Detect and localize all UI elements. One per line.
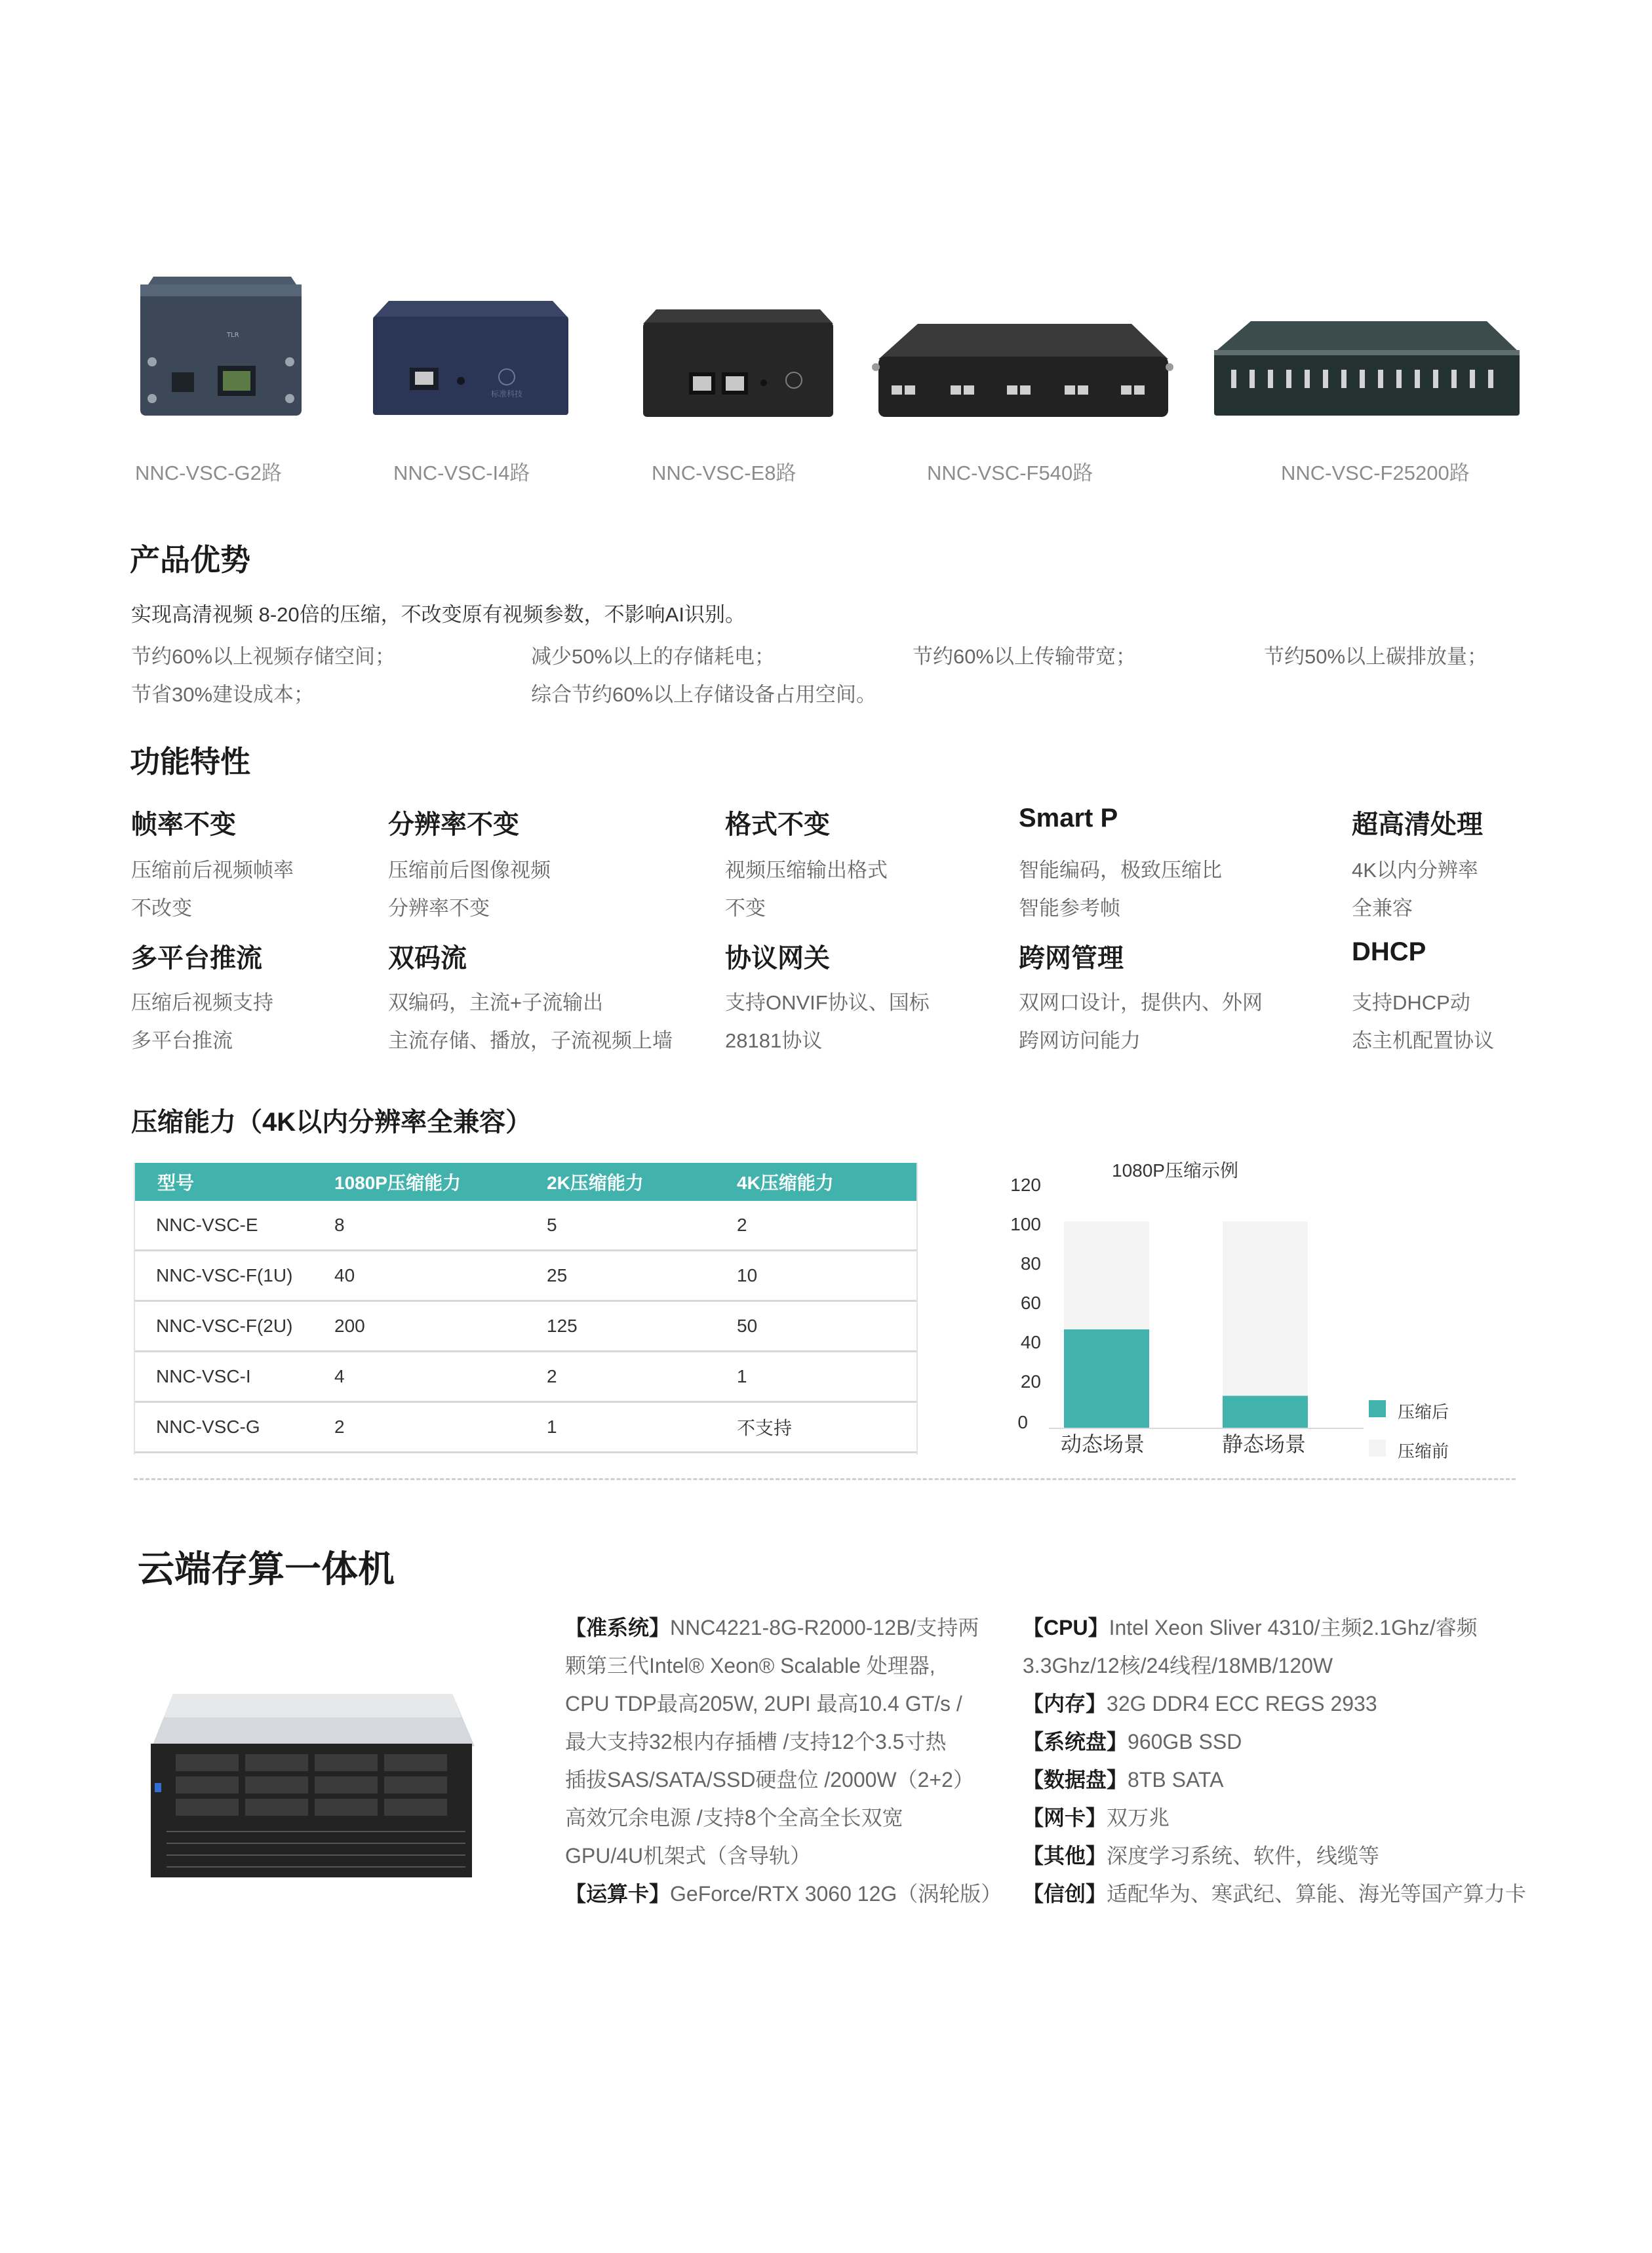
server-spec-line	[1023, 1725, 1242, 1755]
feature-line: 视频压缩输出格式	[725, 859, 888, 882]
table-cell: 200	[311, 1301, 523, 1352]
spec-text: 8TB SATA	[1128, 1768, 1224, 1792]
server-spec-line	[565, 1725, 946, 1755]
y-tick-label: 40	[1020, 1332, 1041, 1352]
spec-key: 【准系统】	[565, 1616, 671, 1639]
table-header-row	[134, 1163, 918, 1201]
spec-text: NNC4221-8G-R2000-12B/支持两	[670, 1616, 979, 1639]
server-spec-line	[565, 1687, 962, 1717]
feature-title: 超高清处理	[1352, 810, 1483, 839]
feature-line: 支持DHCP动	[1352, 991, 1470, 1014]
table-cell: 50	[713, 1301, 918, 1352]
spec-key: 【CPU】	[1023, 1616, 1109, 1639]
feature-line: 压缩后视频支持	[131, 991, 273, 1014]
feature-line: 支持ONVIF协议、国标	[725, 991, 930, 1014]
advantage-item: 节约50%以上碳排放量；	[1264, 645, 1488, 668]
legend-label: 压缩前	[1398, 1441, 1449, 1461]
product-caption-e8: NNC-VSC-E8路	[652, 461, 796, 484]
spec-key: 【信创】	[1023, 1882, 1107, 1906]
server-spec-line	[565, 1839, 811, 1870]
advantage-item: 减少50%以上的存储耗电；	[531, 645, 776, 668]
feature-line: 4K以内分辨率	[1352, 859, 1478, 882]
table-row	[134, 1201, 918, 1251]
spec-key: 【内存】	[1023, 1692, 1107, 1715]
product-caption-g2: NNC-VSC-G2路	[135, 461, 282, 484]
feature-title: 协议网关	[725, 944, 830, 973]
chart-title: 1080P压缩示例	[1112, 1160, 1238, 1181]
compression-title: 压缩能力（4K以内分辨率全兼容）	[131, 1108, 532, 1137]
x-category-label: 动态场景	[1061, 1432, 1145, 1456]
table-cell: 1	[523, 1402, 713, 1453]
table-row	[134, 1251, 918, 1301]
y-tick-label: 0	[1017, 1412, 1028, 1432]
feature-line: 压缩前后视频帧率	[131, 859, 294, 882]
table-cell: NNC-VSC-I	[134, 1352, 311, 1402]
table-cell: NNC-VSC-E	[134, 1201, 311, 1251]
spec-text: 颗第三代Intel® Xeon® Scalable 处理器,	[565, 1654, 935, 1677]
spec-text: 深度学习系统、软件，线缆等	[1107, 1844, 1380, 1868]
table-cell: 4	[311, 1352, 523, 1402]
server-spec-line	[565, 1611, 979, 1641]
bar-after-0	[1064, 1329, 1149, 1429]
feature-line: 分辨率不变	[388, 897, 490, 920]
feature-line: 压缩前后图像视频	[388, 859, 551, 882]
legend-swatch-before	[1369, 1440, 1386, 1457]
spec-key: 【运算卡】	[565, 1882, 671, 1906]
feature-line: 28181协议	[725, 1029, 823, 1052]
spec-text: 最大支持32根内存插槽 /支持12个3.5寸热	[565, 1730, 947, 1753]
feature-line: 双网口设计，提供内、外网	[1019, 991, 1263, 1014]
advantage-item: 节约60%以上视频存储空间；	[131, 645, 396, 668]
spec-key: 【系统盘】	[1023, 1730, 1128, 1753]
server-spec-line	[1023, 1649, 1333, 1679]
table-cell: 2	[523, 1352, 713, 1402]
feature-line: 多平台推流	[131, 1029, 233, 1052]
y-tick-label: 20	[1020, 1371, 1041, 1392]
y-tick-label: 60	[1020, 1293, 1041, 1313]
spec-text: 3.3Ghz/12核/24线程/18MB/120W	[1023, 1654, 1333, 1677]
svg-text:标准科技: 标准科技	[491, 389, 523, 399]
advantage-item: 综合节约60%以上存储设备占用空间。	[531, 683, 877, 706]
product-photo-e8	[639, 307, 837, 420]
product-photo-f540	[872, 320, 1173, 420]
table-row	[134, 1352, 918, 1402]
table-header-cell: 型号	[134, 1163, 311, 1201]
bar-chart	[1049, 1180, 1364, 1429]
spec-text: 插拔SAS/SATA/SSD硬盘位 /2000W（2+2）	[565, 1768, 974, 1792]
spec-key: 【数据盘】	[1023, 1768, 1128, 1792]
table-cell: 1	[713, 1352, 918, 1402]
table-cell: 2	[311, 1402, 523, 1453]
x-category-label: 静态场景	[1222, 1432, 1307, 1456]
feature-line: 双编码，主流+子流输出	[388, 991, 604, 1014]
table-cell: 25	[523, 1251, 713, 1301]
feature-title: 帧率不变	[131, 810, 236, 839]
feature-title: 多平台推流	[131, 944, 262, 973]
feature-title: 分辨率不变	[388, 810, 519, 839]
spec-key: 【网卡】	[1023, 1806, 1107, 1830]
table-cell: 8	[311, 1201, 523, 1251]
svg-text:TLR: TLR	[227, 332, 239, 339]
feature-title: DHCP	[1352, 937, 1426, 966]
y-tick-label: 100	[1010, 1214, 1041, 1234]
advantages-title: 产品优势	[130, 543, 250, 577]
product-caption-f25200: NNC-VSC-F25200路	[1281, 461, 1470, 484]
feature-line: 全兼容	[1352, 897, 1413, 920]
table-header-cell: 2K压缩能力	[523, 1163, 713, 1201]
y-tick-label: 120	[1010, 1175, 1041, 1195]
product-photo-i4	[369, 298, 572, 418]
spec-text: Intel Xeon Sliver 4310/主频2.1Ghz/睿频	[1109, 1616, 1478, 1639]
feature-line: 主流存储、播放，子流视频上墙	[388, 1029, 673, 1052]
table-cell: NNC-VSC-F(2U)	[134, 1301, 311, 1352]
y-tick-label: 80	[1020, 1253, 1041, 1274]
table-row	[134, 1301, 918, 1352]
server-spec-line	[1023, 1763, 1223, 1793]
table-cell: 40	[311, 1251, 523, 1301]
table-cell: 5	[523, 1201, 713, 1251]
feature-title: 双码流	[388, 944, 467, 973]
spec-text: 适配华为、寒武纪、算能、海光等国产算力卡	[1107, 1882, 1527, 1906]
server-spec-line	[565, 1763, 974, 1793]
spec-text: 双万兆	[1107, 1806, 1170, 1830]
compression-table	[134, 1163, 918, 1453]
table-cell: NNC-VSC-G	[134, 1402, 311, 1453]
feature-title: Smart P	[1019, 804, 1118, 833]
spec-text: GPU/4U机架式（含导轨）	[565, 1844, 812, 1868]
spec-text: GeForce/RTX 3060 12G（涡轮版）	[670, 1882, 1002, 1906]
spec-text: 32G DDR4 ECC REGS 2933	[1107, 1692, 1377, 1715]
table-header-cell: 4K压缩能力	[713, 1163, 918, 1201]
section-divider	[134, 1478, 1516, 1480]
feature-line: 智能编码，极致压缩比	[1019, 859, 1222, 882]
server-spec-line	[1023, 1687, 1377, 1717]
product-caption-i4: NNC-VSC-I4路	[393, 461, 530, 484]
advantage-item: 节省30%建设成本；	[131, 683, 315, 706]
server-spec-line	[1023, 1839, 1379, 1870]
server-spec-line	[565, 1801, 903, 1832]
server-spec-line	[1023, 1801, 1170, 1832]
feature-title: 格式不变	[725, 810, 830, 839]
server-spec-line	[565, 1649, 935, 1679]
spec-text: 高效冗余电源 /支持8个全高全长双宽	[565, 1806, 903, 1830]
legend-label: 压缩后	[1398, 1402, 1449, 1422]
feature-title: 跨网管理	[1019, 944, 1124, 973]
server-photo	[147, 1691, 475, 1880]
server-spec-line	[565, 1877, 1002, 1908]
spec-key: 【其他】	[1023, 1844, 1107, 1868]
advantage-item: 节约60%以上传输带宽；	[913, 645, 1137, 668]
table-cell: 125	[523, 1301, 713, 1352]
server-title: 云端存算一体机	[138, 1548, 395, 1590]
table-cell: NNC-VSC-F(1U)	[134, 1251, 311, 1301]
bar-after-1	[1223, 1396, 1308, 1429]
feature-line: 态主机配置协议	[1352, 1029, 1494, 1052]
table-cell: 2	[713, 1201, 918, 1251]
server-spec-line	[1023, 1877, 1526, 1908]
server-spec-line	[1023, 1611, 1478, 1641]
features-title: 功能特性	[130, 745, 250, 779]
feature-line: 智能参考帧	[1019, 897, 1120, 920]
legend-swatch-after	[1369, 1400, 1386, 1417]
product-caption-f540: NNC-VSC-F540路	[927, 461, 1093, 484]
table-cell: 不支持	[713, 1402, 918, 1453]
table-row	[134, 1402, 918, 1453]
product-photo-g2	[135, 274, 304, 418]
spec-text: CPU TDP最高205W, 2UPI 最高10.4 GT/s /	[565, 1692, 962, 1715]
feature-line: 不改变	[131, 897, 192, 920]
table-cell: 10	[713, 1251, 918, 1301]
feature-line: 不变	[725, 897, 766, 920]
table-header-cell: 1080P压缩能力	[311, 1163, 523, 1201]
spec-text: 960GB SSD	[1128, 1730, 1242, 1753]
feature-line: 跨网访问能力	[1019, 1029, 1141, 1052]
advantages-lead: 实现高清视频 8-20倍的压缩，不改变原有视频参数，不影响AI识别。	[131, 603, 745, 626]
product-photo-f25200	[1211, 319, 1522, 420]
